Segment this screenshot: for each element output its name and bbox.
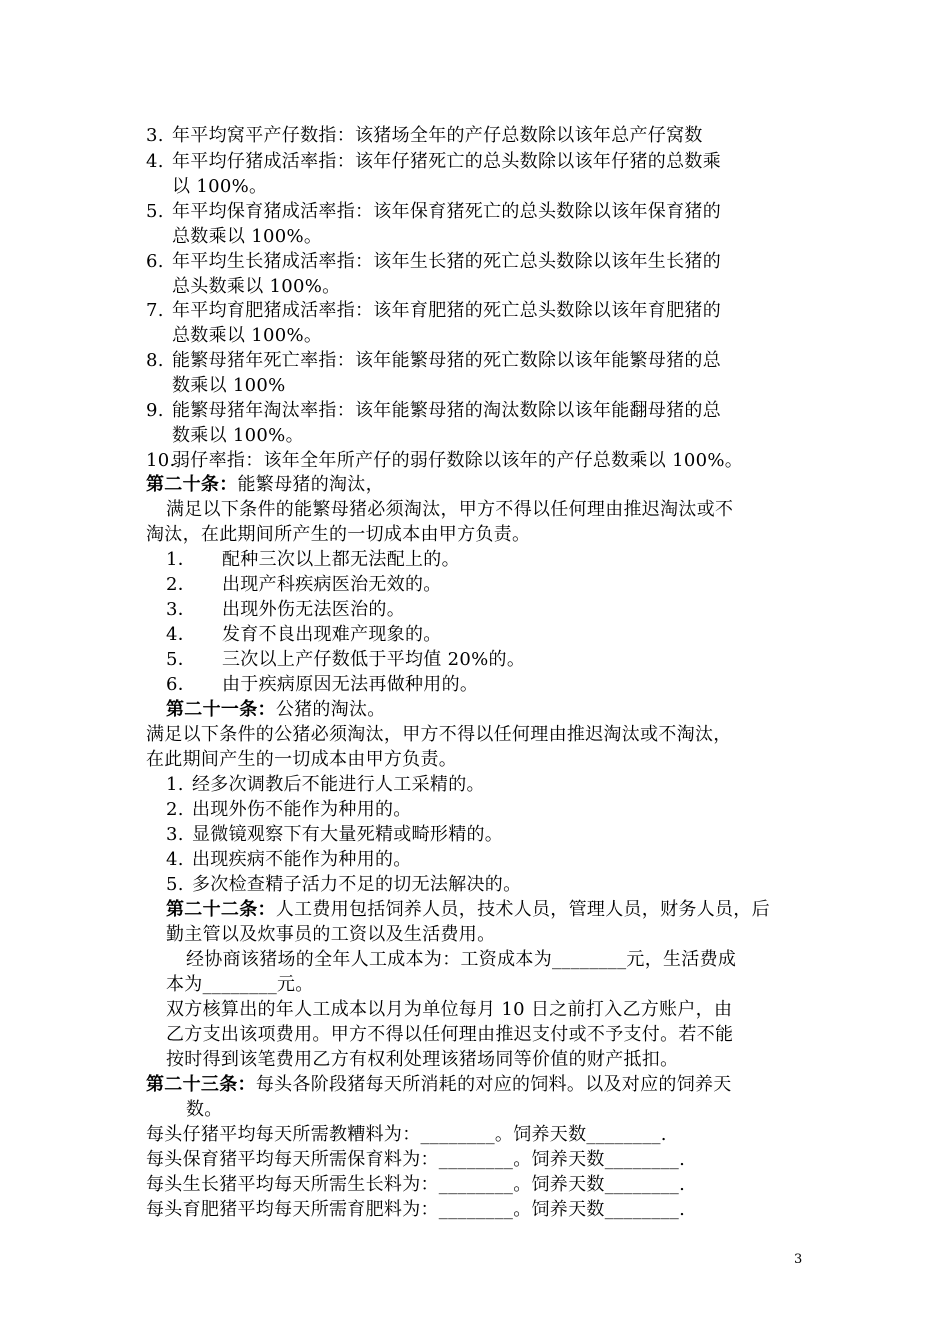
article-20-title: 第二十条： [146,474,238,495]
payment-line: 乙方支出该项费用。甲方不得以任何理由推迟支付或不予支付。若不能 [166,1024,734,1045]
article-21-heading: 第二十一条：公猪的淘汰。 [166,699,386,720]
article-20-para: 淘汰，在此期间所产生的一切成本由甲方负责。 [146,524,531,545]
feed-line: 每头育肥猪平均每天所需育肥料为：________。饲养天数________. [146,1199,686,1220]
payment-line: 双方核算出的年人工成本以月为单位每月 10 日之前打入乙方账户，由 [166,999,733,1020]
article-23-line: 数。 [186,1099,223,1120]
article-22-line: 勤主管以及炊事员的工资以及生活费用。 [166,924,496,945]
list-item: 10.弱仔率指：该年全年所产仔的弱仔数除以该年的产仔总数乘以 100%。 [146,450,744,471]
feed-line: 每头保育猪平均每天所需保育料为：________。饲养天数________. [146,1149,686,1170]
list-item-continuation: 以 100%。 [172,176,268,197]
list-item: 5. 多次检查精子活力不足的切无法解决的。 [166,874,522,895]
article-21-para: 在此期间产生的一切成本由甲方负责。 [146,749,458,770]
list-item: 6. 年平均生长猪成活率指：该年生长猪的死亡总头数除以该年生长猪的 [146,251,721,272]
list-item: 3. 年平均窝平产仔数指：该猪场全年的产仔总数除以该年总产仔窝数 [146,125,703,146]
article-23-heading: 第二十三条：每头各阶段猪每天所消耗的对应的饲料。以及对应的饲养天 [146,1074,732,1095]
article-22-title: 第二十二条： [166,899,276,920]
list-item: 7. 年平均育肥猪成活率指：该年育肥猪的死亡总头数除以该年育肥猪的 [146,300,721,321]
feed-line: 每头仔猪平均每天所需教糟料为：________。饲养天数________. [146,1124,667,1145]
list-item-continuation: 总头数乘以 100%。 [172,276,341,297]
article-23-title: 第二十三条： [146,1074,256,1095]
page-number: 3 [794,1252,803,1267]
list-item: 1. 经多次调教后不能进行人工采精的。 [166,774,485,795]
payment-line: 按时得到该笔费用乙方有权利处理该猪场同等价值的财产抵扣。 [166,1049,679,1070]
list-item-continuation: 总数乘以 100%。 [172,226,323,247]
labor-cost-line: 本为________元。 [166,974,314,995]
list-item: 3． 出现外伤无法医治的。 [166,599,405,620]
list-item: 4. 出现疾病不能作为种用的。 [166,849,412,870]
list-item: 5. 年平均保育猪成活率指：该年保育猪死亡的总头数除以该年保育猪的 [146,201,721,222]
list-item: 2． 出现产科疾病医治无效的。 [166,574,442,595]
article-20-para: 满足以下条件的能繁母猪必须淘汰，甲方不得以任何理由推迟淘汰或不 [166,499,734,520]
article-20-heading: 第二十条：能繁母猪的淘汰， [146,474,384,495]
list-item: 4． 发育不良出现难产现象的。 [166,624,442,645]
list-item-continuation: 数乘以 100%。 [172,425,304,446]
list-item: 8. 能繁母猪年死亡率指：该年能繁母猪的死亡数除以该年能繁母猪的总 [146,350,721,371]
list-item-continuation: 数乘以 100% [172,375,286,396]
article-22-heading: 第二十二条：人工费用包括饲养人员，技术人员，管理人员，财务人员，后 [166,899,770,920]
list-item: 5． 三次以上产仔数低于平均值 20%的。 [166,649,526,670]
list-item: 6． 由于疾病原因无法再做种用的。 [166,674,479,695]
list-item-continuation: 总数乘以 100%。 [172,325,323,346]
list-item: 9. 能繁母猪年淘汰率指：该年能繁母猪的淘汰数除以该年能翻母猪的总 [146,400,721,421]
list-item: 4. 年平均仔猪成活率指：该年仔猪死亡的总头数除以该年仔猪的总数乘 [146,151,721,172]
list-item: 2. 出现外伤不能作为种用的。 [166,799,412,820]
article-21-title: 第二十一条： [166,699,276,720]
feed-line: 每头生长猪平均每天所需生长料为：________。饲养天数________. [146,1174,686,1195]
labor-cost-line: 经协商该猪场的全年人工成本为：工资成本为________元，生活费成 [186,949,737,970]
article-21-para: 满足以下条件的公猪必须淘汰，甲方不得以任何理由推迟淘汰或不淘汰， [146,724,732,745]
list-item: 1． 配种三次以上都无法配上的。 [166,549,460,570]
list-item: 3. 显微镜观察下有大量死精或畸形精的。 [166,824,504,845]
